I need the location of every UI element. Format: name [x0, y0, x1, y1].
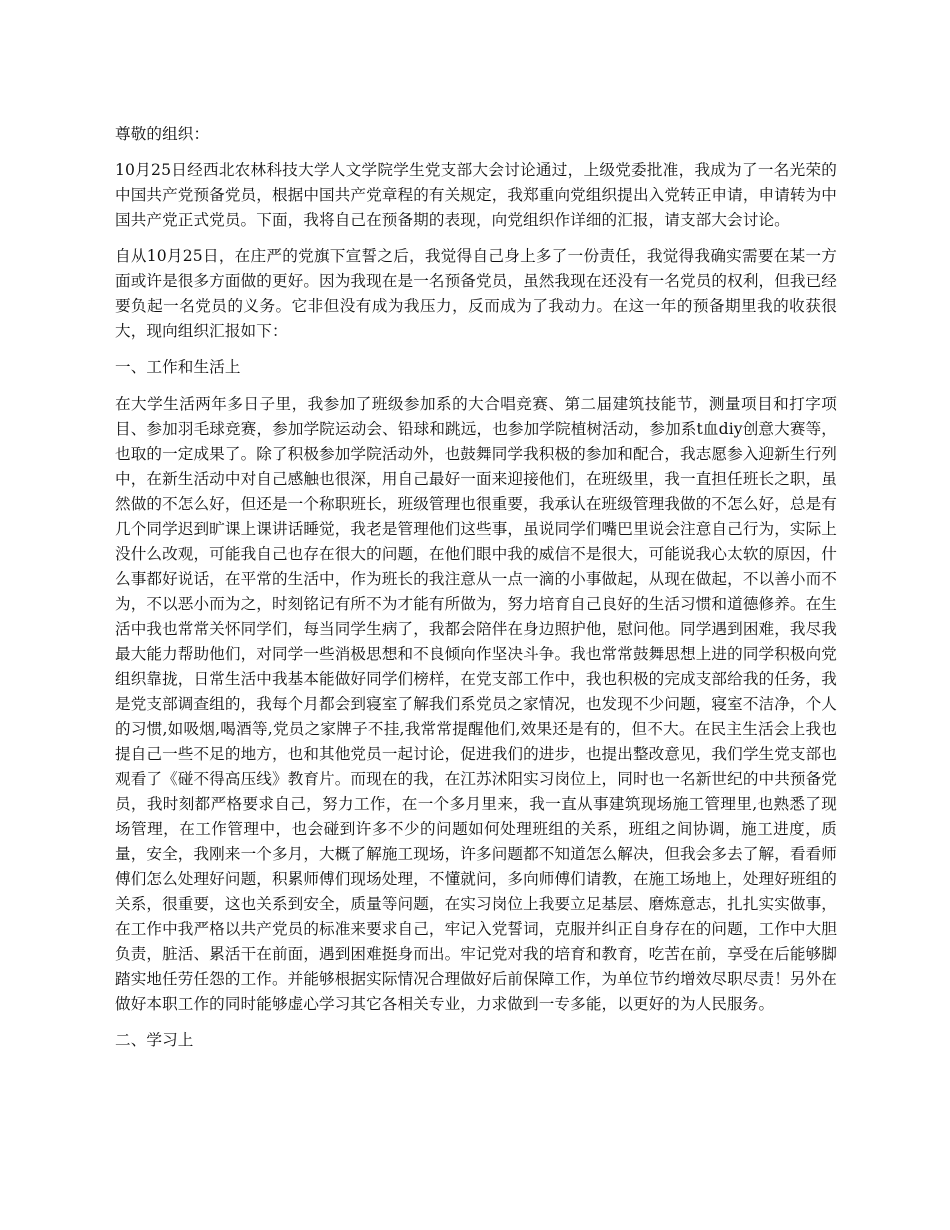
work-life-paragraph: 在大学生活两年多日子里，我参加了班级参加系的大合唱竞赛、第二届建筑技能节，测量项目和打字项目、参加羽毛球竞赛，参加学院运动会、铅球和跳远，也参加学院植树活动，参加系t血diy创意大赛等，也取的一定成果了。除了积极参加学院活动外，也鼓舞同学我积极的参加和配合，我志愿参入迎新生行列中，在新生活动中对自己感触也很深，用自己最好一面来迎接他们，在班级里，我一直担任班长之职，虽然做的不怎么好，但还是一个称职班长，班级管理也很重要，我承认在班级管理我做的不怎么好，总是有几个同学迟到旷课上课讲话睡觉，我老是管理他们这些事，虽说同学们嘴巴里说会注意自己行为，实际上没什么改观，可能我自己也存在很大的问题，在他们眼中我的威信不是很大，可能说我心太软的原因，什么事都好说话，在平常的生活中，作为班长的我注意从一点一滴的小事做起，从现在做起，不以善小而不为，不以恶小而为之，时刻铭记有所不为才能有所做为，努力培育自己良好的生活习惯和道德修养。在生活中我也常常关怀同学们，每当同学生病了，我都会陪伴在身边照护他，慰问他。同学遇到困难，我尽我最大能力帮助他们，对同学一些消极思想和不良倾向作坚决斗争。我也常常鼓舞思想上进的同学积极向党组织靠拢，日常生活中我基本能做好同学们榜样，在党支部工作中，我也积极的完成支部给我的任务，我是党支部调查组的，我每个月都会到寝室了解我们系党员之家情况，也发现不少问题，寝室不洁净，个人的习惯,如吸烟,喝酒等,党员之家牌子不挂,我常常提醒他们,效果还是有的，但不大。在民主生活会上我也提自己一些不足的地方，也和其他党员一起讨论，促进我们的进步，也提出整改意见，我们学生党支部也观看了《碰不得高压线》教育片。而现在的我，在江苏沭阳实习岗位上，同时也一名新世纪的中共预备党员，我时刻都严格要求自己，努力工作，在一个多月里来，我一直从事建筑现场施工管理里,也熟悉了现场管理，在工作管理中，也会碰到许多不少的问题如何处理班组的关系，班组之间协调，施工进度，质量，安全，我刚来一个多月，大概了解施工现场，许多问题都不知道怎么解决，但我会多去了解，看看师傅们怎么处理好问题，积累师傅们现场处理，不懂就问，多向师傅们请教，在施工场地上，处理好班组的关系，很重要，这也关系到安全，质量等问题，在实习岗位上我要立足基层、磨炼意志，扎扎实实做事，在工作中我严格以共产党员的标准来要求自己，牢记入党誓词，克服并纠正自身存在的问题，工作中大胆负责，脏活、累活干在前面，遇到困难挺身而出。牢记党对我的培育和教育，吃苦在前，享受在后能够脚踏实地任劳任怨的工作。并能够根据实际情况合理做好后前保障工作，为单位节约增效尽职尽责！另外在做好本职工作的同时能够虚心学习其它各相关专业，力求做到一专多能，以更好的为人民服务。: [115, 395, 837, 1013]
document-page: [115, 122, 837, 1053]
section-heading-study: 二、学习上: [115, 1031, 194, 1049]
oath-paragraph: 自从10月25日，在庄严的党旗下宣誓之后，我觉得自己身上多了一份责任，我觉得我确实需要在某一方面或许是很多方面做的更好。因为我现在是一名预备党员，虽然我现在还没有一名党员的权利，但我已经要负起一名党员的义务。它非但没有成为我压力，反而成为了我动力。在这一年的预备期里我的收获很大，现向组织汇报如下：: [115, 247, 837, 340]
intro-paragraph: 10月25日经西北农林科技大学人文学院学生党支部大会讨论通过，上级党委批准，我成为了一名光荣的中国共产党预备党员，根据中国共产党章程的有关规定，我郑重向党组织提出入党转正申请，申请转为中国共产党正式党员。下面，我将自己在预备期的表现，向党组织作详细的汇报，请支部大会讨论。: [115, 161, 837, 229]
salutation: 尊敬的组织：: [115, 125, 210, 143]
section-heading-work-life: 一、工作和生活上: [115, 358, 241, 376]
